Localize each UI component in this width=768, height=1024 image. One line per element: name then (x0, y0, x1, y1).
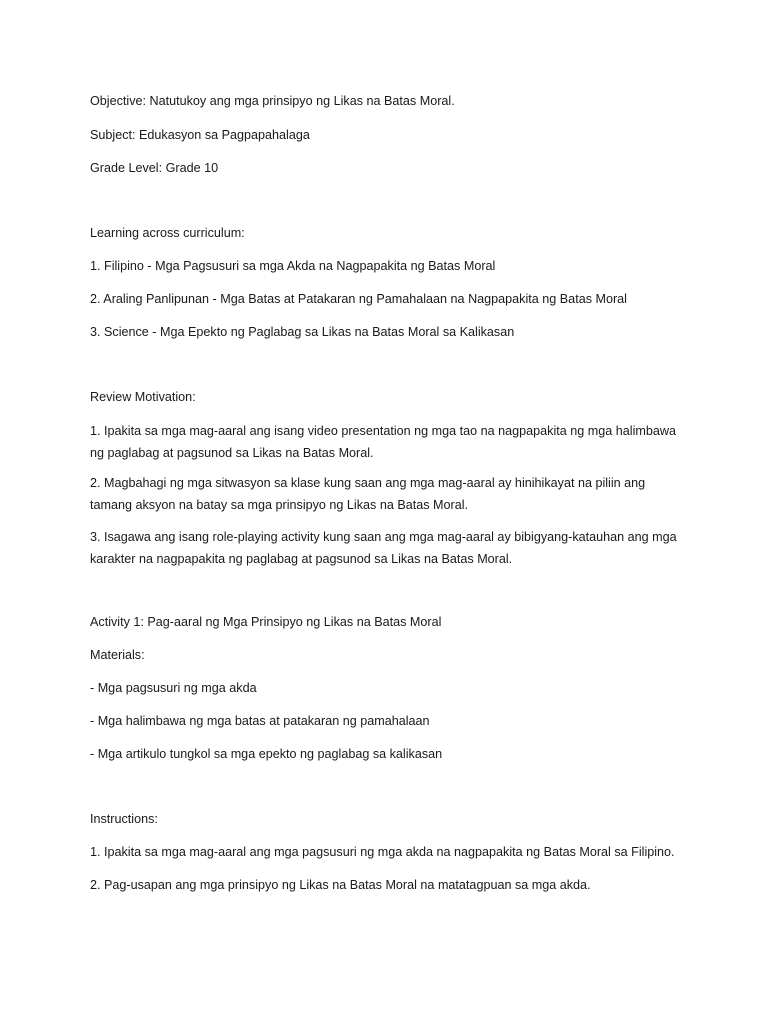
materials-item-2: - Mga halimbawa ng mga batas at patakaran ng pamahalaan (90, 714, 430, 728)
materials-heading: Materials: (90, 648, 145, 662)
review-item-3: 3. Isagawa ang isang role-playing activity kung saan ang mga mag-aaral ay bibigyang-katauhan ang mga karakter na nagpapakita ng paglabag at pagsunod sa Likas na Batas Moral. (90, 530, 677, 566)
materials-item-1: - Mga pagsusuri ng mga akda (90, 681, 257, 695)
review-item-1: 1. Ipakita sa mga mag-aaral ang isang video presentation ng mga tao na nagpapakita ng mga halimbawa ng paglabag at pagsunod sa Likas na Batas Moral. (90, 424, 676, 460)
instructions-heading: Instructions: (90, 812, 158, 826)
instructions-item-2: 2. Pag-usapan ang mga prinsipyo ng Likas na Batas Moral na matatagpuan sa mga akda. (90, 878, 591, 892)
subject-line: Subject: Edukasyon sa Pagpapahalaga (90, 128, 310, 142)
learning-heading: Learning across curriculum: (90, 226, 245, 240)
objective-line: Objective: Natutukoy ang mga prinsipyo ng Likas na Batas Moral. (90, 94, 455, 108)
learning-item-2: 2. Araling Panlipunan - Mga Batas at Patakaran ng Pamahalaan na Nagpapakita ng Batas Moral (90, 292, 627, 306)
grade-level-line: Grade Level: Grade 10 (90, 161, 219, 175)
instructions-item-1: 1. Ipakita sa mga mag-aaral ang mga pagsusuri ng mga akda na nagpapakita ng Batas Moral sa Filipino. (90, 845, 675, 859)
review-heading: Review Motivation: (90, 390, 196, 404)
learning-item-3: 3. Science - Mga Epekto ng Paglabag sa Likas na Batas Moral sa Kalikasan (90, 325, 515, 339)
materials-item-3: - Mga artikulo tungkol sa mga epekto ng paglabag sa kalikasan (90, 747, 443, 761)
review-item-2: 2. Magbahagi ng mga sitwasyon sa klase kung saan ang mga mag-aaral ay hinihikayat na piliin ang tamang aksyon na batay sa mga prinsipyo ng Likas na Batas Moral. (90, 476, 646, 512)
learning-item-1: 1. Filipino - Mga Pagsusuri sa mga Akda na Nagpapakita ng Batas Moral (90, 259, 496, 273)
activity-heading: Activity 1: Pag-aaral ng Mga Prinsipyo ng Likas na Batas Moral (90, 615, 442, 629)
